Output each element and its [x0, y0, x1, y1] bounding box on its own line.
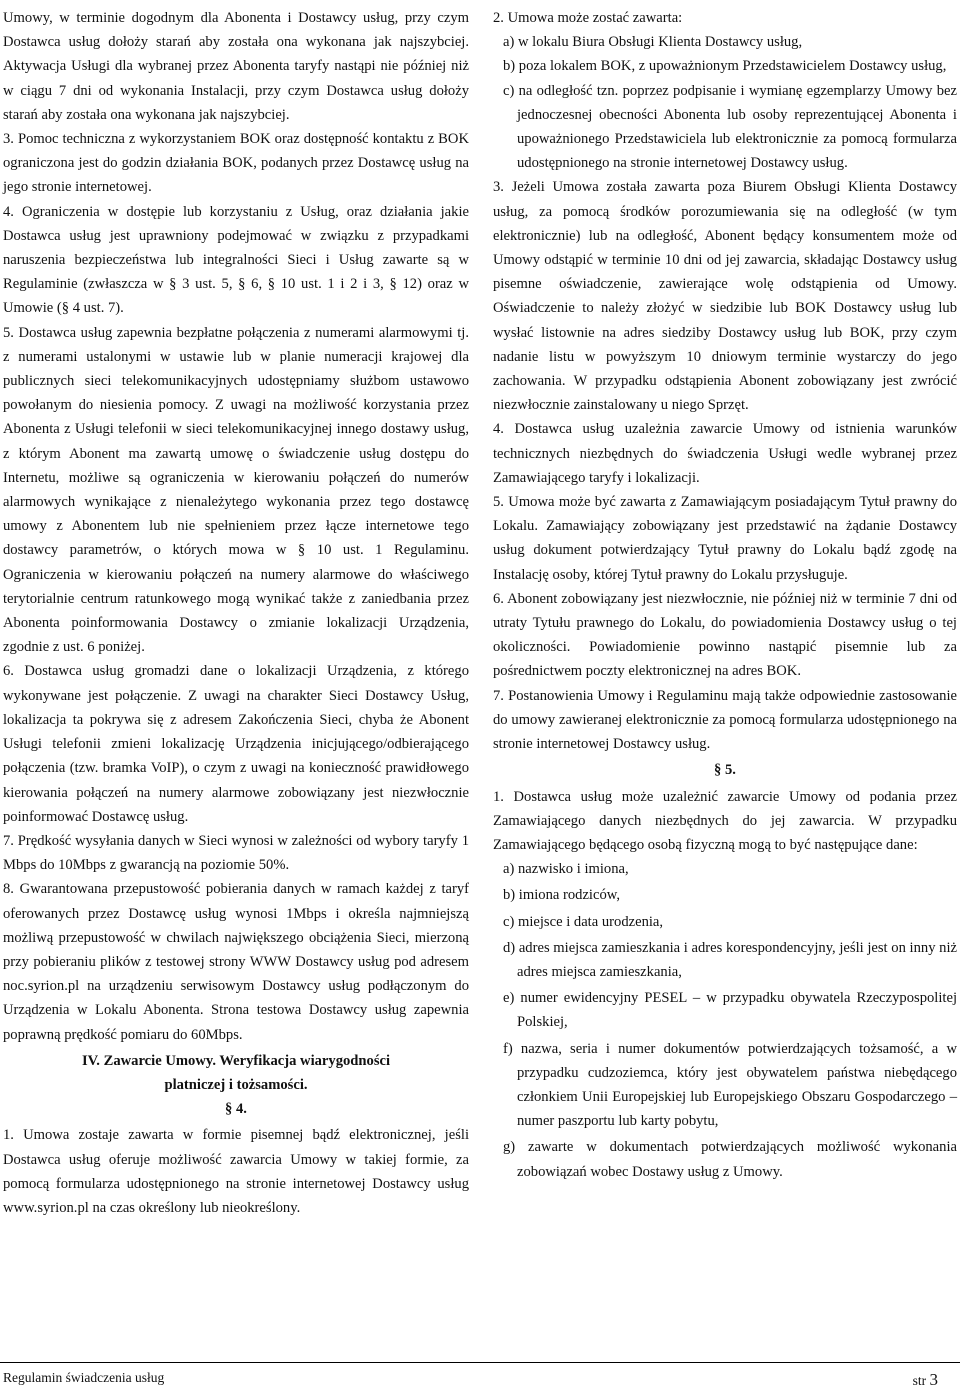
paragraph-heading: § 5.	[714, 762, 736, 779]
page-number: 3	[929, 1370, 938, 1389]
section-heading	[3, 1049, 469, 1122]
page-number-label	[913, 1370, 938, 1390]
paragraph: 1. Dostawca usług może uzależnić zawarcie Umowy od podania przez Zamawiającego danych niezbędnych do jej zawarcia. W przypadku Zamawiającego będącego osobą fizyczną mogą to być następujące dane:	[493, 788, 957, 853]
paragraph: 7. Postanowienia Umowy i Regulaminu mają także odpowiednie zastosowanie do umowy zawieranej elektronicznie za pomocą formularza udostępnionego na stronie internetowej Dostawcy usług.	[493, 687, 957, 753]
right-column	[493, 6, 957, 1186]
list-item: c) na odległość tzn. poprzez podpisanie i wymianę egzemplarzy Umowy bez jednoczesnej obecności Abonenta lub osoby reprezentującej Abonenta i upoważnionego Przedstawiciela lub elektronicznie za pomocą formularza udostępnionego na stronie internetowej Dostawcy usług.	[503, 82, 957, 172]
paragraph: 5. Dostawca usług zapewnia bezpłatne połączenia z numerami alarmowymi tj. z numerami ustalonymi w ustawie lub w planie numeracji krajowej dla publicznych sieci telekomunikacyjnych udostępniamy służbom ustawowo powołanym do niesienia pomocy. Z uwagi na możliwość korzystania przez Abonenta z Usługi telefonii w sieci telekomunikacyjnej innego dostawy usług, z którym Abonent ma zawartą umowę o świadczenie usług dostępu do Internetu, możliwe są ograniczenia w kierowaniu połączeń do numerów alarmowych wynikające z nienależytego wykonania przez tego dostawcę umowy z Abonentem lub nie spełnieniem przez łącze internetowe tego dostawcy parametrów, o których mowa w § 10 ust. 1 Regulaminu. Ograniczenia w kierowaniu połączeń na numery alarmowe do właściwego terytorialnie centrum ratunkowego mogą wynikać także z zaniedbania przez Abonenta poinformowania Dostawcy o zmianie lokalizacji Urządzenia, zgodnie z ust. 6 poniżej.	[3, 324, 469, 656]
paragraph: 5. Umowa może być zawarta z Zamawiającym posiadającym Tytuł prawny do Lokalu. Zamawiający zobowiązany jest przedstawić na żądanie Dostawcy usług dokument potwierdzający Tytuł prawny do Lokalu bądź zgodę na Instalację osoby, której Tytuł prawny do Lokalu przysługuje.	[493, 494, 957, 583]
paragraph: 1. Umowa zostaje zawarta w formie pisemnej bądź elektronicznej, jeśli Dostawca usług oferuje możliwość zawarcia Umowy w takiej formie, za pomocą formularza udostępnionego na stronie internetowej Dostawcy usług www.syrion.pl na czas określony lub nieokreślony.	[3, 1127, 469, 1216]
section-heading-line: platniczej i tożsamości.	[164, 1076, 308, 1093]
paragraph: 3. Jeżeli Umowa została zawarta poza Biurem Obsługi Klienta Dostawcy usług, za pomocą środków porozumiewania się na odległość (w tym elektronicznie) lub na odległość, Abonent będący konsumentem może od Umowy odstąpić w terminie 10 dni od jej zawarcia, składając Dostawcy usług pisemne oświadczenie, zawierające wolę odstąpienia od Umowy. Oświadczenie to należy złożyć w siedzibie lub BOK Dostawcy usług lub wysłać listownie na adres siedziby Dostawcy usług lub BOK, przy czym nadanie listu w powyższym 10 dniowym terminie wystarczy do jego zachowania. W przypadku odstąpienia Abonent zobowiązany jest zwrócić niezwłocznie zainstalowany u niego Sprzęt.	[493, 179, 957, 414]
page-footer	[0, 1362, 960, 1391]
list-item: a) w lokalu Biura Obsługi Klienta Dostawcy usług,	[503, 34, 803, 51]
paragraph: 8. Gwarantowana przepustowość pobierania danych w ramach każdej z taryf oferowanych przez Dostawcę usług wynosi 1Mbps i określa najmniejszą możliwą przepustowość w chwilach największego obciążenia Sieci, mierzoną przy pobieraniu plików z testowej strony WWW Dostawcy usług pod adresem noc.syrion.pl na urządzeniu serwisowym Dostawcy usług podłączonym do Urządzenia w Lokalu Abonenta. Strona testowa Dostawcy usług zapewnia poprawną prędkość pomiaru do 60Mbps.	[3, 881, 469, 1043]
paragraph: 2. Umowa może zostać zawarta:	[493, 10, 683, 26]
paragraph: 3. Pomoc techniczna z wykorzystaniem BOK oraz dostępność kontaktu z BOK ograniczona jest do godzin działania BOK, podanych przez Dostawcę usług na jego stronie internetowej.	[3, 131, 469, 196]
section-heading-line: IV. Zawarcie Umowy. Weryfikacja wiarygodności	[81, 1052, 391, 1069]
list-item: f) nazwa, seria i numer dokumentów potwierdzających tożsamość, a w przypadku cudzoziemca, który jest obywatelem państwa niebędącego członkiem Unii Europejskiej lub Europejskiego Obszaru Gospodarczego – numer paszportu lub karty pobytu,	[503, 1040, 957, 1130]
page-label: str	[912, 1373, 927, 1388]
paragraph: 6. Dostawca usług gromadzi dane o lokalizacji Urządzenia, z którego wykonywane jest połączenie. Z uwagi na charakter Sieci Dostawcy Usług, lokalizacja ta pokrywa się z adresem Zakończenia Sieci, chyba że Abonent Usługi telefonii zmieni lokalizację Urządzenia inicjującego/odbierającego połączenia (tzw. bramka VoIP), o czym z uwagi na konieczność prawidłowego kierowania połączeń na numery alarmowe zobowiązany jest niezwłocznie poinformować Dostawcę usług.	[3, 663, 469, 825]
paragraph-heading: § 4.	[225, 1101, 247, 1118]
left-column	[3, 6, 469, 1220]
paragraph: 4. Ograniczenia w dostępie lub korzystaniu z Usług, oraz działania jakie Dostawca usług jest uprawniony podejmować w związku z przypadkami naruszenia bezpieczeństwa lub integralności Sieci i Usług zawarte są w Regulaminie (zwłaszcza w § 3 ust. 5, § 6, § 10 ust. 1 i 2 i 3, § 12) oraz w Umowie (§ 4 ust. 7).	[3, 203, 469, 317]
footer-title: Regulamin świadczenia usług	[3, 1370, 165, 1385]
list-item: b) imiona rodziców,	[503, 887, 620, 904]
list-item: d) adres miejsca zamieszkania i adres korespondencyjny, jeśli jest on inny niż adres miejsca zamieszkania,	[503, 939, 957, 980]
list-item: e) numer ewidencyjny PESEL – w przypadku obywatela Rzeczypospolitej Polskiej,	[503, 990, 957, 1031]
list-item: c) miejsce i data urodzenia,	[503, 913, 664, 930]
paragraph: Umowy, w terminie dogodnym dla Abonenta i Dostawcy usług, przy czym Dostawca usług dołoży starań aby została ona wykonana jak najszybciej. Aktywacja Usługi dla wybranej przez Abonenta taryfy nastąpi nie później niż w ciągu 7 dni od wykonania Instalacji, przy czym Dostawca usług dołoży starań aby została ona wykonana jak najszybciej.	[3, 10, 469, 123]
list-item: g) zawarte w dokumentach potwierdzających możliwość wykonania zobowiązań wobec Dostawy usług z Umowy.	[503, 1139, 957, 1180]
paragraph: 6. Abonent zobowiązany jest niezwłocznie, nie później niż w terminie 7 dni od utraty Tytułu prawnego do Lokalu, do powiadomienia Dostawcy usług o tej okoliczności. Powiadomienie powinno nastąpić pisemnie lub za pośrednictwem poczty elektronicznej na adres BOK.	[493, 590, 957, 680]
list-item: b) poza lokalem BOK, z upoważnionym Przedstawicielem Dostawcy usług,	[503, 58, 947, 75]
paragraph: 7. Prędkość wysyłania danych w Sieci wynosi w zależności od wybory taryfy 1 Mbps do 10Mbps z gwarancją na poziomie 50%.	[3, 832, 469, 874]
paragraph: 4. Dostawca usług uzależnia zawarcie Umowy od istnienia warunków technicznych niezbędnych do świadczenia Usługi wedle wybranej przez Zamawiającego taryfy i lokalizacji.	[493, 421, 957, 486]
list-item: a) nazwisko i imiona,	[503, 861, 629, 878]
